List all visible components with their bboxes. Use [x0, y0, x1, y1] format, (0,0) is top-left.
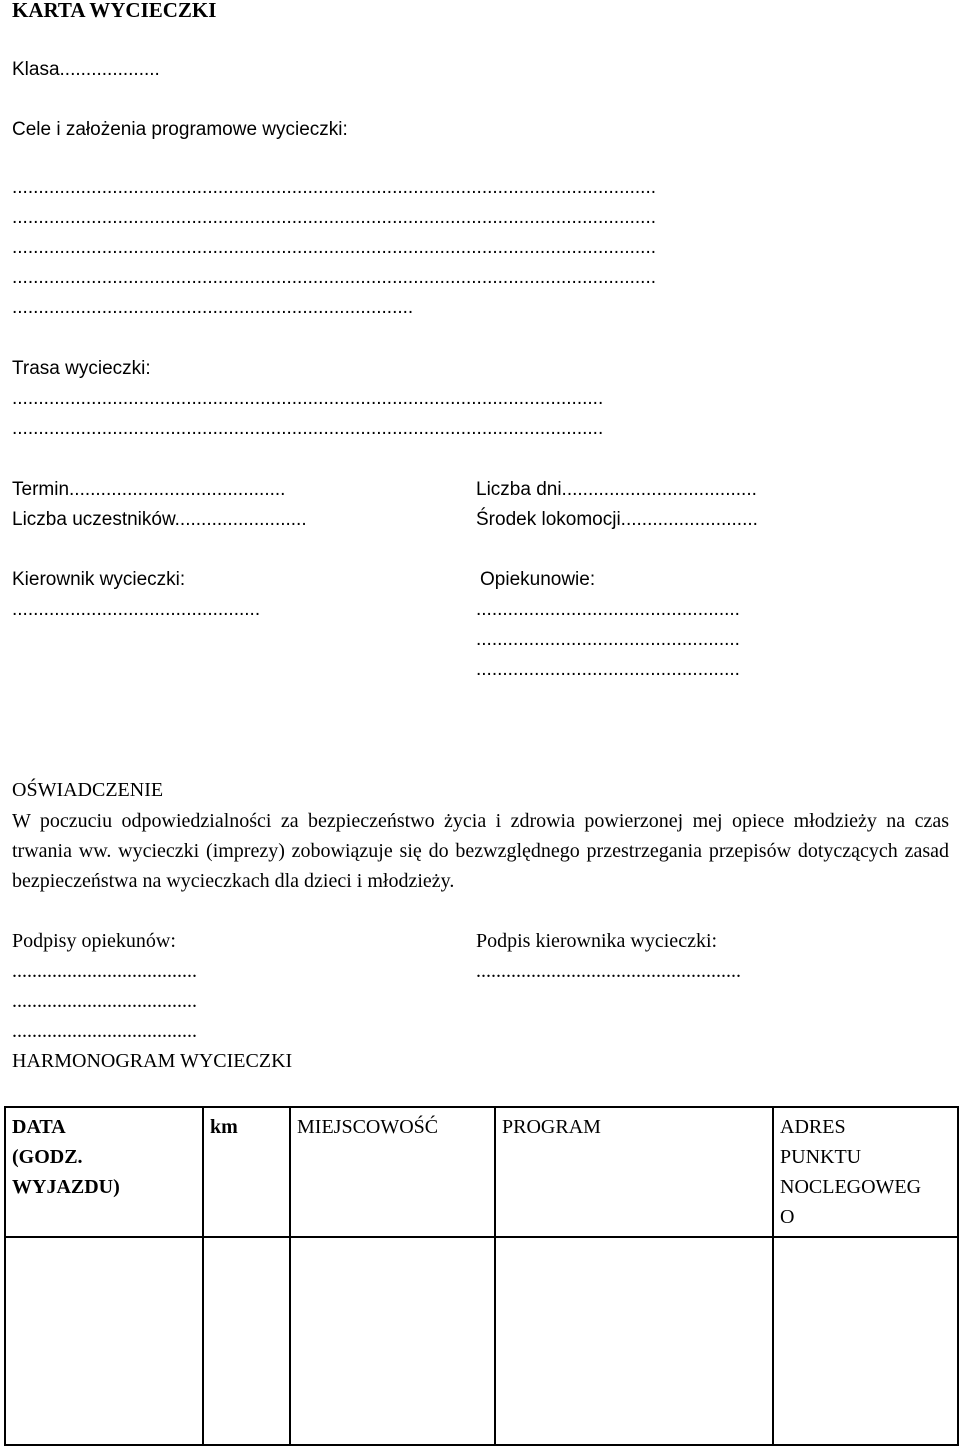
opiekunowie-label: Opiekunowie:: [480, 569, 596, 590]
cell-data[interactable]: [5, 1237, 203, 1445]
trasa-line-2: ................................................................................................................: [12, 418, 604, 439]
cele-line-4: ..........................................................................................................................: [12, 267, 657, 288]
trasa-label: Trasa wycieczki:: [12, 358, 151, 379]
opiekunowie-line-1: ..................................................: [476, 599, 740, 620]
srodek-lokomocji-field: Środek lokomocji..........................: [476, 509, 758, 530]
opiekunowie-line-2: ..................................................: [476, 629, 740, 650]
kierownik-line: ...............................................: [12, 599, 261, 620]
podpis-kierownika-label: Podpis kierownika wycieczki:: [476, 930, 718, 952]
podpisy-opiekunow-line-1: .....................................: [12, 960, 197, 982]
cell-adres[interactable]: [773, 1237, 958, 1445]
oswiadczenie-title: OŚWIADCZENIE: [12, 779, 164, 801]
liczba-dni-field: Liczba dni.....................................: [476, 479, 757, 500]
klasa-field: Klasa...................: [12, 59, 160, 80]
header-miejscowosc: MIEJSCOWOŚĆ: [290, 1107, 495, 1237]
termin-field: Termin.........................................: [12, 479, 286, 500]
cele-line-1: ..........................................................................................................................: [12, 177, 657, 198]
table-header-row: [5, 1107, 958, 1237]
kierownik-label: Kierownik wycieczki:: [12, 569, 186, 590]
cele-line-5: ............................................................................: [12, 297, 414, 318]
cell-miejscowosc[interactable]: [290, 1237, 495, 1445]
header-program: PROGRAM: [495, 1107, 773, 1237]
header-adres: ADRES PUNKTU NOCLEGOWEG O: [773, 1107, 958, 1237]
trasa-line-1: ................................................................................................................: [12, 388, 604, 409]
cele-line-2: ..........................................................................................................................: [12, 207, 657, 228]
harmonogram-table: [4, 1106, 959, 1446]
podpisy-opiekunow-line-2: .....................................: [12, 990, 197, 1012]
cell-km[interactable]: [203, 1237, 290, 1445]
harmonogram-title: HARMONOGRAM WYCIECZKI: [12, 1050, 293, 1072]
oswiadczenie-text: W poczuciu odpowiedzialności za bezpieczeństwo życia i zdrowia powierzonej mej opiece młodzieży na czas trwania ww. wycieczki (imprezy) zobowiązuje się do bezwzględnego przestrzegania przepisów dotyczących zasad bezpieczeństwa na wycieczkach dla dzieci i młodzieży.: [12, 810, 949, 892]
document-title: KARTA WYCIECZKI: [12, 0, 217, 22]
cele-label: Cele i założenia programowe wycieczki:: [12, 119, 348, 140]
podpisy-opiekunow-line-3: .....................................: [12, 1020, 197, 1042]
cele-line-3: ..........................................................................................................................: [12, 237, 657, 258]
table-row: [5, 1237, 958, 1445]
opiekunowie-line-3: ..................................................: [476, 659, 740, 680]
podpis-kierownika-line: .....................................................: [476, 960, 741, 982]
liczba-uczestnikow-field: Liczba uczestników.........................: [12, 509, 307, 530]
header-km: km: [203, 1107, 290, 1237]
cell-program[interactable]: [495, 1237, 773, 1445]
header-data: DATA (GODZ. WYJAZDU): [5, 1107, 203, 1237]
podpisy-opiekunow-label: Podpisy opiekunów:: [12, 930, 176, 952]
